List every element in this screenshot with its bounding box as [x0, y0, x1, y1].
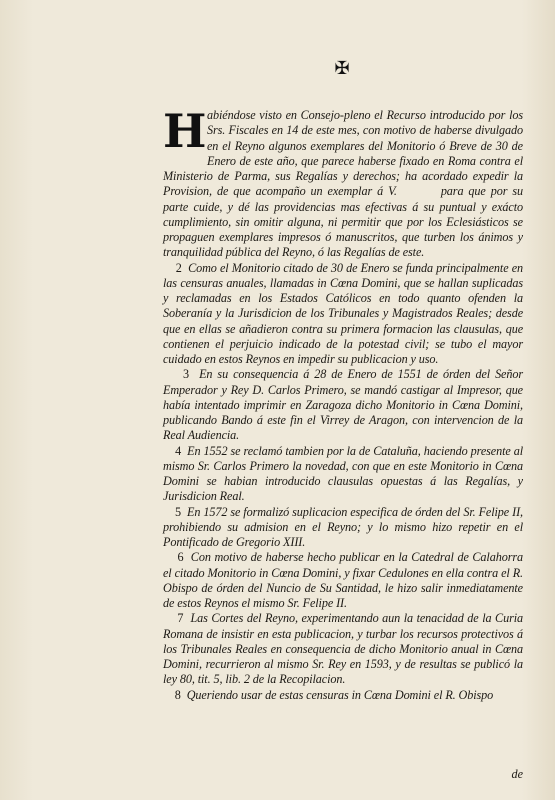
paragraph-4	[163, 444, 523, 505]
paragraph-text: Las Cortes del Reyno, experimentando aun la tenacidad de la Curia Romana de insistir en esta publicacion, y turbar los recursos protectivos á los Tribunales Reales en consequencia de dicho Monitorio anual in Cœna Domini, recurrieron al mismo Sr. Rey en 1593, y de resultas se publicó la ley 80, tit. 5, lib. 2 de la Recopilacion.	[163, 611, 523, 687]
paragraph-number: 3	[183, 367, 190, 382]
paragraph-3	[163, 367, 523, 443]
paragraph-1	[163, 104, 523, 261]
paragraph-text: En 1552 se reclamó tambien por la de Cataluña, haciendo presente al mismo Sr. Carlos Primero la novedad, con que en este Monitorio in Cœna Domini se habian introducido clausulas opuestas á las Regalías, y Jurisdicion Real.	[163, 443, 523, 504]
paragraph-7	[163, 611, 523, 687]
paragraph-6	[163, 550, 523, 611]
paragraph-number: 2	[175, 260, 182, 275]
paragraph-number: 7	[177, 611, 184, 626]
paragraph-8	[163, 688, 523, 703]
cross-icon: ✠	[334, 58, 350, 79]
paragraph-number: 5	[175, 504, 182, 519]
paragraph-text: En su consequencia á 28 de Enero de 1551 de órden del Señor Emperador y Rey D. Carlos Primero, se mandó castigar al Impresor, que había intentado imprimir en Zaragoza dicho Monitorio in Cœna Domini, publicando Bando á este fin el Virrey de Aragon, con intervencion de la Real Audiencia.	[163, 367, 523, 443]
paragraph-text-continued: para que por su parte cuide, y dé las providencias mas efectivas á su puntual y exácto cumplimiento, sin omitir alguna, ni permitir que por los Eclesiásticos se propaguen exemplares impresos ó manuscritos, que turben los ánimos y tranquilidad pública del Reyno, ó las Regalías de este.	[163, 184, 523, 260]
catchword: de	[511, 767, 523, 781]
paragraph-text: Como el Monitorio citado de 30 de Enero se funda principalmente en las censuras anuales, llamadas in Cœna Domini, que se hallan suplicadas y reclamadas en los Estados Católicos en todo quanto ofenden la Soberanía y la Jurisdicion de los Tribunales y Magistrados Reales; desde que en ellas se añadieron contra su primera formacion las clausulas, que contienen el perjuicio indicado de la potestad civil; se tubo el mayor cuidado en estos Reynos en impedir su publicacion y uso.	[163, 260, 523, 366]
paragraph-5	[163, 505, 523, 551]
paragraph-number: 4	[175, 443, 182, 458]
drop-cap: H	[163, 104, 207, 158]
paragraph-number: 6	[177, 550, 184, 565]
paragraph-text: En 1572 se formalizó suplicacion especifica de órden del Sr. Felipe II, prohibiendo su admision en el Reyno; y lo mismo hizo repetir en el Pontificado de Gregorio XIII.	[163, 504, 523, 549]
paragraph-text: Queriendo usar de estas censuras in Cœna Domini el R. Obispo	[186, 687, 494, 702]
document-body	[163, 104, 523, 703]
paragraph-2	[163, 261, 523, 368]
paragraph-text: abiéndose visto en Consejo-pleno el Recurso introducido por los Srs. Fiscales en 14 de este mes, con motivo de haberse divulgado en el Reyno algunos exemplares del Monitorio ó Breve de 30 de Enero de este año, que parece haberse fixado en Roma contra el Ministerio de Parma, sus Regalías y derechos; ha acordado expedir la Provision, de que acompaño un exemplar á V.	[163, 108, 523, 199]
paragraph-text: Con motivo de haberse hecho publicar en la Catedral de Calahorra el citado Monitorio in Cœna Domini, y fixar Cedulones en ella contra el R. Obispo de órden del Nuncio de Su Santidad, le hizo salir inmediatamente de estos Reynos el mismo Sr. Felipe II.	[163, 550, 523, 610]
paragraph-number: 8	[174, 687, 181, 702]
